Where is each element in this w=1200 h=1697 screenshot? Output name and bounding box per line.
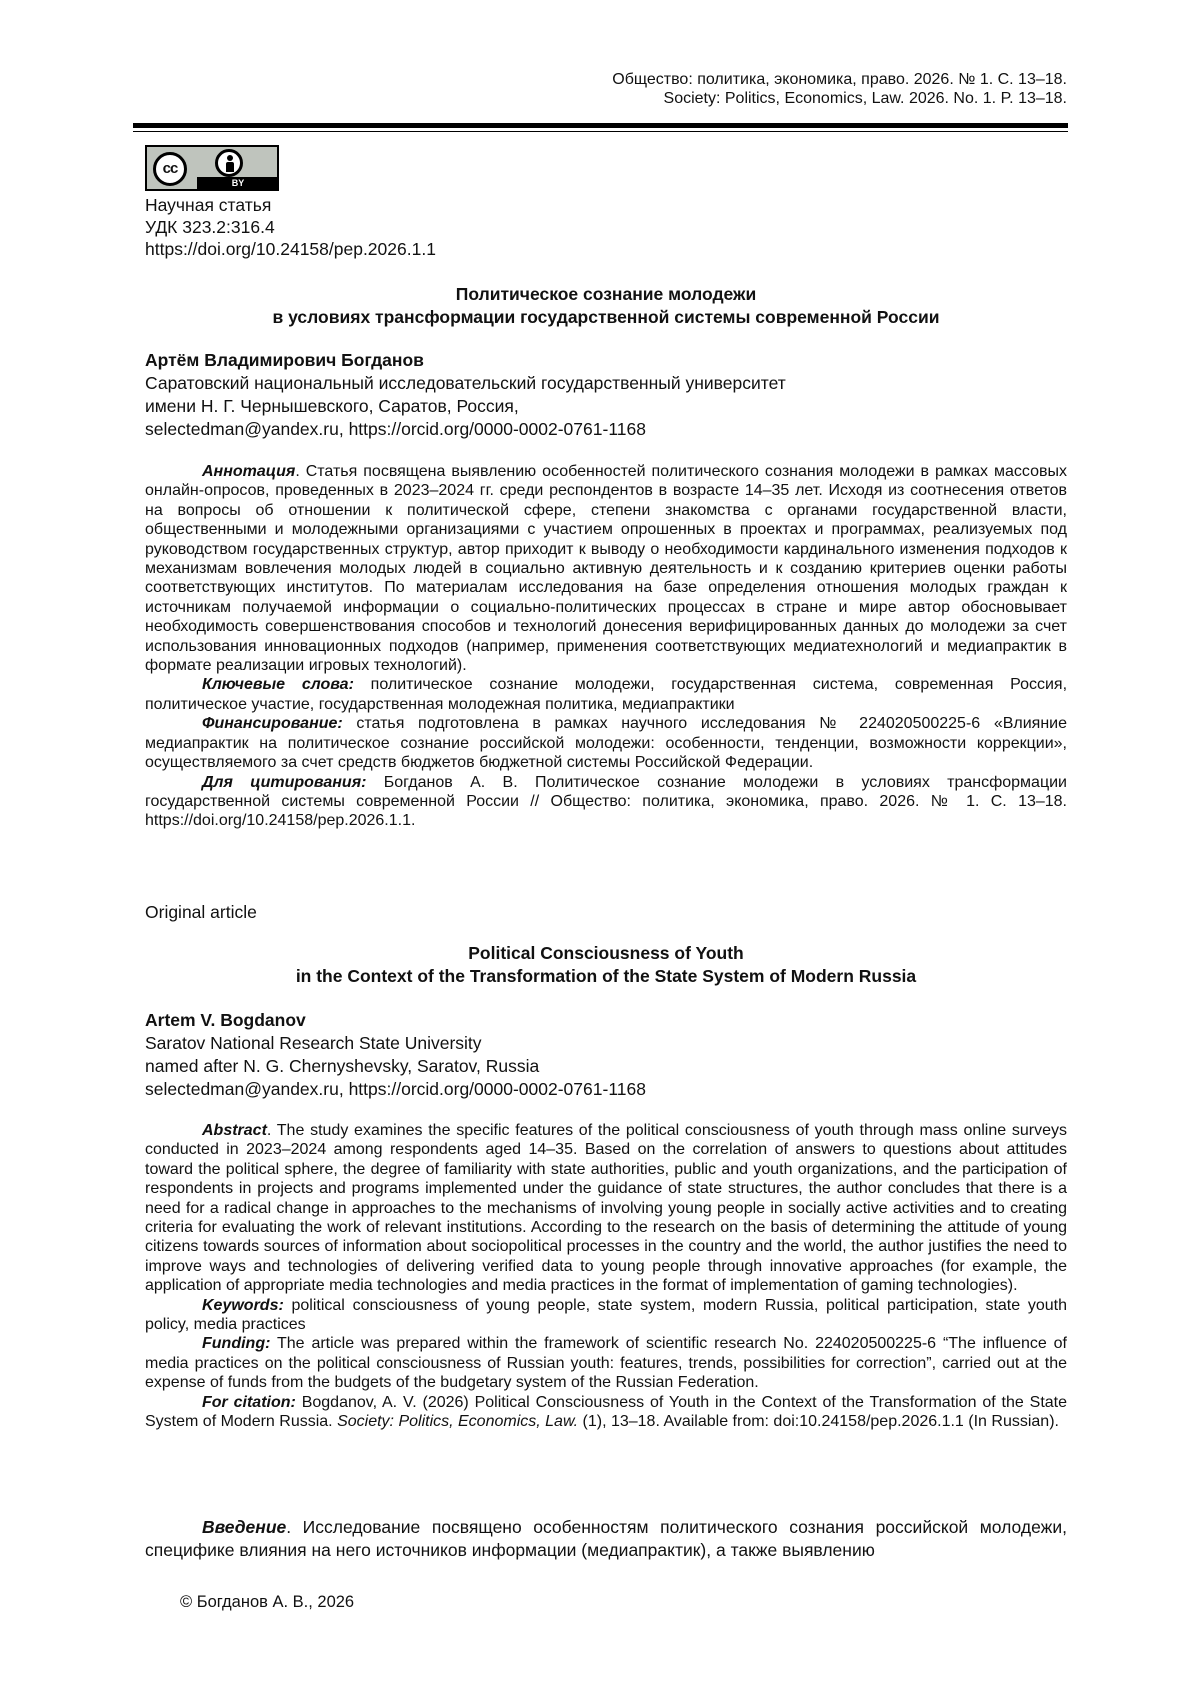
header-rule-thick (133, 123, 1068, 128)
keywords-text-en: political consciousness of young people, state system, modern Russia, political participation, state youth policy, media practices (145, 1296, 1067, 1334)
citation-text-en-1: Bogdanov, A. V. (2026) Political Consciousness of Youth in the Context of the Transformation of the State System of Modern Russia. (145, 1393, 1068, 1431)
intro-paragraph (145, 1516, 1067, 1562)
journal-ref-ru: Общество: политика, экономика, право. 2026. № 1. С. 13–18. (612, 71, 1067, 88)
title-en-line1: Political Consciousness of Youth (468, 943, 744, 963)
abstract-block-en (145, 1121, 1067, 1432)
contacts-ru[interactable]: selectedman@yandex.ru, https://orcid.org/0000-0002-0761-1168 (145, 419, 646, 439)
abstract-label-en: Abstract (202, 1122, 267, 1139)
running-head (167, 70, 1067, 108)
udk-code: УДК 323.2:316.4 (145, 217, 275, 237)
by-label: BY (197, 177, 279, 189)
citation-ru (145, 773, 1067, 831)
cc-icon: cc (153, 152, 187, 186)
author-block-en (145, 1009, 1067, 1101)
citation-journal-en: Society: Politics, Economics, Law. (337, 1413, 579, 1431)
doi-link[interactable]: https://doi.org/10.24158/pep.2026.1.1 (145, 239, 436, 259)
title-ru-line2: в условиях трансформации государственной системы современной России (272, 307, 940, 327)
title-ru-line1: Политическое сознание молодежи (455, 284, 757, 304)
copyright-notice: © Богданов А. В., 2026 (180, 1593, 355, 1611)
contacts-en[interactable]: selectedman@yandex.ru, https://orcid.org/0000-0002-0761-1168 (145, 1079, 646, 1099)
citation-text-ru: Богданов А. В. Политическое сознание молодежи в условиях трансформации государственной системы современной России // Общество: политика, экономика, право. 2026. № 1. С. 13–18. https://doi.org/10.24158/pep.2026.1.1. (145, 773, 1067, 830)
funding-en (145, 1334, 1067, 1392)
cc-by-license-badge[interactable] (145, 145, 279, 191)
abstract-block-ru (145, 462, 1067, 831)
abstract-ru (145, 462, 1067, 675)
author-name-ru: Артём Владимирович Богданов (145, 350, 424, 370)
keywords-en (145, 1296, 1067, 1335)
introduction (145, 1516, 1067, 1562)
article-type-en: Original article (145, 902, 257, 922)
title-ru (145, 283, 1067, 329)
citation-label-ru: Для цитирования: (202, 773, 367, 791)
abstract-label-ru: Аннотация (202, 463, 296, 480)
keywords-ru (145, 675, 1067, 714)
funding-text-en: The article was prepared within the framework of scientific research No. 224020500225-6 “The influence of media practices on the political consciousness of Russian youth: features, trends, possibilities for correction”, carried out at the expense of funds from the budgets of the budgetary system of the Russian Federation. (145, 1335, 1067, 1392)
affiliation-en-line2: named after N. G. Chernyshevsky, Saratov, Russia (145, 1056, 540, 1076)
affiliation-ru-line2: имени Н. Г. Чернышевского, Саратов, Россия, (145, 396, 519, 416)
keywords-text-ru: политическое сознание молодежи, государственная система, современная Россия, политическое участие, государственная молодежная политика, медиапрактики (145, 676, 1068, 713)
title-en (145, 942, 1067, 988)
citation-label-en: For citation: (202, 1393, 296, 1411)
keywords-label-ru: Ключевые слова: (202, 676, 354, 694)
citation-en (145, 1393, 1067, 1432)
journal-ref-en: Society: Politics, Economics, Law. 2026. No. 1. P. 13–18. (663, 90, 1067, 107)
citation-text-en-2: (1), 13–18. Available from: doi:10.24158/pep.2026.1.1 (In Russian). (578, 1413, 1059, 1431)
funding-label-ru: Финансирование: (202, 715, 343, 733)
author-block-ru (145, 349, 1067, 441)
abstract-text-en: . The study examines the specific features of the political consciousness of youth through mass online surveys conducted in 2023–2024 among respondents aged 14–35. Based on the correlation of answers to questions about attitudes toward the political sphere, the degree of familiarity with state authorities, public and youth organizations, and the participation of respondents in projects and programs implemented under the guidance of state structures, the author concludes that there is a need for a radical change in approaches to the mechanisms of involving young people in socially active activities and to creating criteria for evaluating the work of relevant institutions. According to the research on the basis of determining the attitude of young citizens towards sources of information about sociopolitical processes in the country and the world, the author justifies the need to improve ways and technologies of delivering verified data to young people through innovative approaches (for example, the application of appropriate media technologies and media practices in the format of implementation of gaming technologies). (145, 1122, 1067, 1295)
intro-label: Введение (202, 1517, 287, 1537)
header-rule-thin (133, 131, 1068, 132)
article-type-ru: Научная статья (145, 195, 272, 215)
funding-ru (145, 714, 1067, 772)
attribution-person-icon (215, 149, 243, 177)
funding-label-en: Funding: (202, 1335, 271, 1353)
affiliation-en-line1: Saratov National Research State University (145, 1033, 482, 1053)
affiliation-ru-line1: Саратовский национальный исследовательский государственный университет (145, 373, 786, 393)
funding-text-ru: статья подготовлена в рамках научного исследования № 224020500225-6 «Влияние медиапрактик на политическое сознание российской молодежи: особенности, тенденции, возможности коррекции», осуществляемого за счет средств бюджетов бюджетной системы Российской Федерации. (145, 715, 1067, 772)
abstract-text-ru: . Статья посвящена выявлению особенностей политического сознания молодежи в рамках массовых онлайн-опросов, проведенных в 2023–2024 гг. среди респондентов в возрасте 14–35 лет. Исходя из соотнесения ответов на вопросы об отношении к политической сфере, степени знакомства с органами государственной власти, общественными и молодежными организациями с участием опрошенных в проектах и программах, реализуемых под руководством государственных структур, автор приходит к выводу о необходимости кардинального изменения подходов к механизмам вовлечения молодых людей в социально активную деятельность и к созданию критериев оценки работы соответствующих институтов. По материалам исследования на базе определения отношения молодых граждан к источникам получаемой информации о социально-политических процессах в стране и мире автор обосновывает необходимость совершенствования способов и технологий донесения верифицированных данных до молодежи за счет использования инновационных подходов (например, применения соответствующих медиатехнологий и медиапрактик в формате реализации игровых технологий). (145, 463, 1067, 675)
title-en-line2: in the Context of the Transformation of the State System of Modern Russia (295, 966, 917, 986)
article-meta (145, 194, 436, 260)
keywords-label-en: Keywords: (202, 1296, 284, 1314)
abstract-en (145, 1121, 1067, 1296)
author-name-en: Artem V. Bogdanov (145, 1010, 306, 1030)
intro-text: . Исследование посвящено особенностям политического сознания российской молодежи, специфике влияния на него источников информации (медиапрактик), а также выявлению (145, 1517, 1067, 1560)
